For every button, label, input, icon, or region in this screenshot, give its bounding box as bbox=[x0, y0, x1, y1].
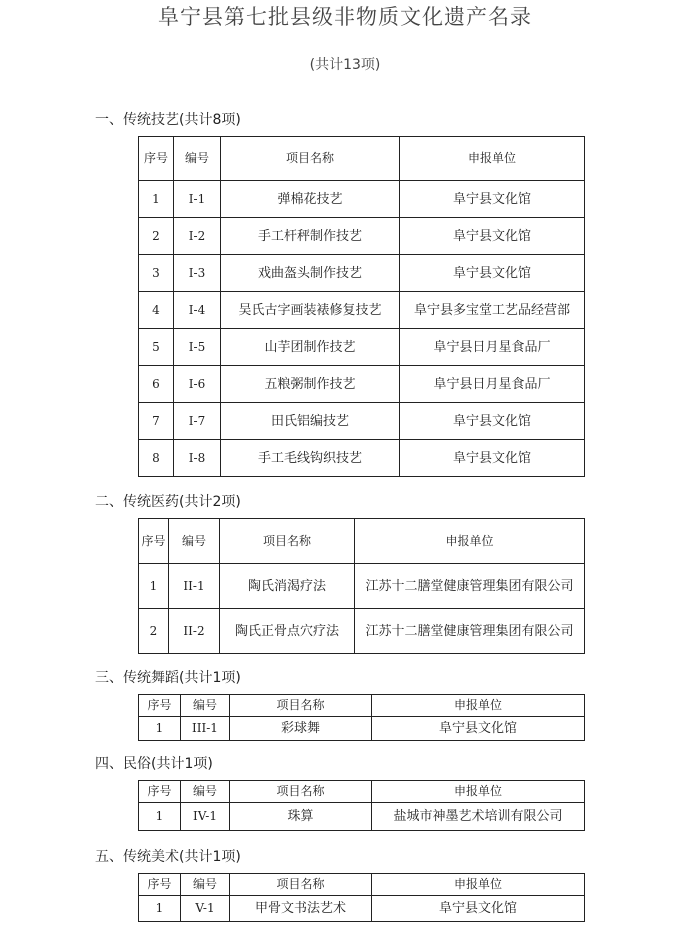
table-header-row bbox=[139, 781, 585, 803]
folk-table bbox=[138, 780, 585, 831]
cell-unit: 阜宁县文化馆 bbox=[372, 717, 585, 741]
cell-project-name: 甲骨文书法艺术 bbox=[230, 896, 372, 922]
cell-code: III-1 bbox=[181, 717, 230, 741]
table-header-row bbox=[139, 874, 585, 896]
cell-seq: 1 bbox=[139, 896, 181, 922]
medicine-table bbox=[138, 518, 585, 654]
section-heading-art: 五、传统美术(共计1项) bbox=[95, 849, 241, 865]
cell-code: I-8 bbox=[174, 440, 221, 477]
cell-seq: 1 bbox=[139, 181, 174, 218]
table-row bbox=[139, 403, 585, 440]
header-code: 编号 bbox=[181, 781, 230, 803]
cell-unit: 江苏十二膳堂健康管理集团有限公司 bbox=[355, 609, 585, 654]
cell-seq: 7 bbox=[139, 403, 174, 440]
cell-unit: 江苏十二膳堂健康管理集团有限公司 bbox=[355, 564, 585, 609]
cell-project-name: 戏曲盔头制作技艺 bbox=[221, 255, 400, 292]
page-title: 阜宁县第七批县级非物质文化遗产名录 bbox=[158, 5, 532, 29]
cell-code: I-1 bbox=[174, 181, 221, 218]
table-row bbox=[139, 181, 585, 218]
cell-seq: 2 bbox=[139, 218, 174, 255]
header-seq: 序号 bbox=[139, 874, 181, 896]
cell-project-name: 手工毛线钩织技艺 bbox=[221, 440, 400, 477]
header-project-name: 项目名称 bbox=[221, 137, 400, 181]
table-row bbox=[139, 717, 585, 741]
cell-unit: 阜宁县文化馆 bbox=[400, 255, 585, 292]
dance-table bbox=[138, 694, 585, 741]
section-heading-medicine: 二、传统医药(共计2项) bbox=[95, 494, 241, 510]
header-unit: 申报单位 bbox=[372, 874, 585, 896]
cell-project-name: 五粮粥制作技艺 bbox=[221, 366, 400, 403]
section-heading-dance: 三、传统舞蹈(共计1项) bbox=[95, 670, 241, 686]
cell-code: II-2 bbox=[169, 609, 220, 654]
cell-project-name: 手工杆秤制作技艺 bbox=[221, 218, 400, 255]
cell-code: I-5 bbox=[174, 329, 221, 366]
cell-code: IV-1 bbox=[181, 803, 230, 831]
header-unit: 申报单位 bbox=[400, 137, 585, 181]
section-heading-folk: 四、民俗(共计1项) bbox=[95, 756, 213, 772]
table-row bbox=[139, 329, 585, 366]
header-project-name: 项目名称 bbox=[230, 781, 372, 803]
cell-seq: 2 bbox=[139, 609, 169, 654]
header-seq: 序号 bbox=[139, 781, 181, 803]
cell-code: I-3 bbox=[174, 255, 221, 292]
header-code: 编号 bbox=[181, 695, 230, 717]
table-row bbox=[139, 292, 585, 329]
cell-unit: 阜宁县文化馆 bbox=[400, 440, 585, 477]
cell-seq: 6 bbox=[139, 366, 174, 403]
cell-project-name: 陶氏消渴疗法 bbox=[220, 564, 355, 609]
table-header-row bbox=[139, 519, 585, 564]
cell-unit: 阜宁县文化馆 bbox=[400, 403, 585, 440]
cell-unit: 阜宁县文化馆 bbox=[400, 218, 585, 255]
cell-project-name: 吴氏古字画装裱修复技艺 bbox=[221, 292, 400, 329]
table-row bbox=[139, 255, 585, 292]
table-row bbox=[139, 609, 585, 654]
cell-project-name: 弹棉花技艺 bbox=[221, 181, 400, 218]
header-code: 编号 bbox=[174, 137, 221, 181]
header-project-name: 项目名称 bbox=[230, 695, 372, 717]
header-unit: 申报单位 bbox=[355, 519, 585, 564]
page-subtitle: (共计13项) bbox=[309, 57, 381, 73]
cell-unit: 阜宁县日月星食品厂 bbox=[400, 329, 585, 366]
cell-seq: 5 bbox=[139, 329, 174, 366]
table-row bbox=[139, 218, 585, 255]
header-seq: 序号 bbox=[139, 519, 169, 564]
header-seq: 序号 bbox=[139, 137, 174, 181]
art-table bbox=[138, 873, 585, 922]
crafts-table bbox=[138, 136, 585, 477]
cell-seq: 8 bbox=[139, 440, 174, 477]
header-project-name: 项目名称 bbox=[220, 519, 355, 564]
header-code: 编号 bbox=[169, 519, 220, 564]
cell-code: I-7 bbox=[174, 403, 221, 440]
header-seq: 序号 bbox=[139, 695, 181, 717]
table-row bbox=[139, 564, 585, 609]
cell-seq: 1 bbox=[139, 803, 181, 831]
cell-code: II-1 bbox=[169, 564, 220, 609]
cell-project-name: 陶氏正骨点穴疗法 bbox=[220, 609, 355, 654]
cell-unit: 阜宁县文化馆 bbox=[372, 896, 585, 922]
cell-code: I-2 bbox=[174, 218, 221, 255]
header-code: 编号 bbox=[181, 874, 230, 896]
cell-seq: 3 bbox=[139, 255, 174, 292]
cell-seq: 4 bbox=[139, 292, 174, 329]
table-header-row bbox=[139, 695, 585, 717]
section-heading-crafts: 一、传统技艺(共计8项) bbox=[95, 112, 241, 128]
cell-code: I-4 bbox=[174, 292, 221, 329]
table-row bbox=[139, 803, 585, 831]
cell-project-name: 田氏铝编技艺 bbox=[221, 403, 400, 440]
table-row bbox=[139, 440, 585, 477]
cell-code: I-6 bbox=[174, 366, 221, 403]
cell-unit: 阜宁县文化馆 bbox=[400, 181, 585, 218]
cell-project-name: 彩球舞 bbox=[230, 717, 372, 741]
cell-unit: 阜宁县多宝堂工艺品经营部 bbox=[400, 292, 585, 329]
header-unit: 申报单位 bbox=[372, 695, 585, 717]
table-row bbox=[139, 896, 585, 922]
cell-seq: 1 bbox=[139, 564, 169, 609]
header-unit: 申报单位 bbox=[372, 781, 585, 803]
cell-project-name: 山芋团制作技艺 bbox=[221, 329, 400, 366]
table-header-row bbox=[139, 137, 585, 181]
cell-unit: 阜宁县日月星食品厂 bbox=[400, 366, 585, 403]
cell-project-name: 珠算 bbox=[230, 803, 372, 831]
cell-unit: 盐城市神墨艺术培训有限公司 bbox=[372, 803, 585, 831]
cell-seq: 1 bbox=[139, 717, 181, 741]
cell-code: V-1 bbox=[181, 896, 230, 922]
header-project-name: 项目名称 bbox=[230, 874, 372, 896]
table-row bbox=[139, 366, 585, 403]
